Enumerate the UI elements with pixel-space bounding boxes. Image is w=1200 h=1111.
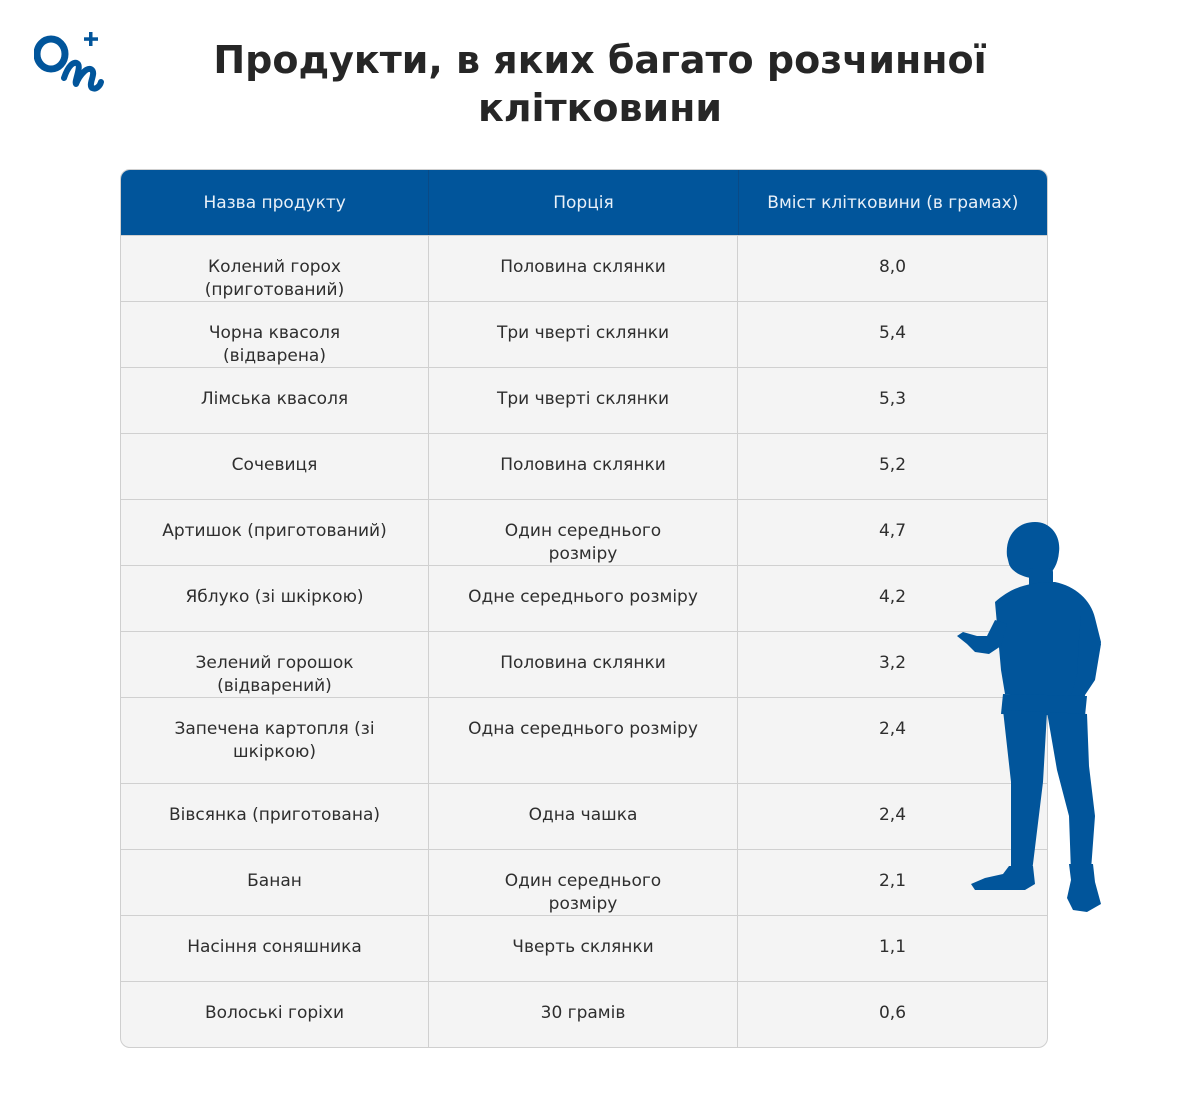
cell-product: Яблуко (зі шкіркою) xyxy=(185,587,364,607)
cell-product: Чорна квасоля (відварена) xyxy=(208,323,341,366)
column-header-fiber: Вміст клітковини (в грамах) xyxy=(767,192,1019,213)
cell-fiber: 3,2 xyxy=(878,653,907,673)
fiber-table xyxy=(120,169,1048,1048)
cell-fiber: 4,2 xyxy=(878,587,907,607)
cell-product: Волоські горіхи xyxy=(204,1003,345,1023)
table-row xyxy=(121,697,1047,783)
cell-fiber: 5,4 xyxy=(878,323,907,343)
cell-portion: Одне середнього розміру xyxy=(468,587,698,607)
table-row xyxy=(121,565,1047,631)
table-row xyxy=(121,433,1047,499)
table-row xyxy=(121,367,1047,433)
cell-product: Вівсянка (приготована) xyxy=(168,805,380,825)
cell-portion: Половина склянки xyxy=(500,257,666,277)
table-row xyxy=(121,849,1047,915)
page-title: Продукти, в яких багато розчинної клітковини xyxy=(213,38,987,130)
cell-fiber: 2,4 xyxy=(878,719,907,739)
cell-portion: Три чверті склянки xyxy=(496,323,670,343)
cell-product: Банан xyxy=(247,871,302,891)
cell-portion: Чверть склянки xyxy=(512,937,654,957)
cell-fiber: 5,3 xyxy=(878,389,907,409)
cell-fiber: 5,2 xyxy=(878,455,907,475)
cell-fiber: 4,7 xyxy=(878,521,907,541)
table-row xyxy=(121,301,1047,367)
cell-product: Насіння соняшника xyxy=(187,937,362,957)
cell-portion: Один середнього розміру xyxy=(504,521,662,564)
table-row xyxy=(121,981,1047,1047)
cell-product: Лімська квасоля xyxy=(200,389,349,409)
man-with-phone-silhouette-icon xyxy=(955,520,1105,915)
cell-fiber: 0,6 xyxy=(878,1003,907,1023)
cell-product: Сочевиця xyxy=(231,455,318,475)
cell-product: Артишок (приготований) xyxy=(162,521,387,541)
cell-fiber: 1,1 xyxy=(878,937,907,957)
column-header-product: Назва продукту xyxy=(121,170,429,235)
cell-portion: Одна середнього розміру xyxy=(468,719,698,739)
table-row xyxy=(121,915,1047,981)
table-row xyxy=(121,499,1047,565)
cell-portion: 30 грамів xyxy=(540,1003,626,1023)
brand-logo-icon xyxy=(34,30,104,94)
column-header-portion: Порція xyxy=(429,170,738,235)
cell-fiber: 2,4 xyxy=(878,805,907,825)
cell-portion: Один середнього розміру xyxy=(504,871,662,914)
cell-product: Колений горох (приготований) xyxy=(204,257,345,300)
cell-product: Запечена картопля (зі шкіркою) xyxy=(174,719,375,762)
cell-portion: Половина склянки xyxy=(500,455,666,475)
cell-portion: Половина склянки xyxy=(500,653,666,673)
cell-portion: Одна чашка xyxy=(528,805,638,825)
cell-fiber: 2,1 xyxy=(878,871,907,891)
cell-fiber: 8,0 xyxy=(878,257,907,277)
cell-product: Зелений горошок (відварений) xyxy=(195,653,354,696)
table-row xyxy=(121,783,1047,849)
cell-portion: Три чверті склянки xyxy=(496,389,670,409)
table-header xyxy=(121,170,1047,235)
table-row xyxy=(121,235,1047,301)
table-row xyxy=(121,631,1047,697)
